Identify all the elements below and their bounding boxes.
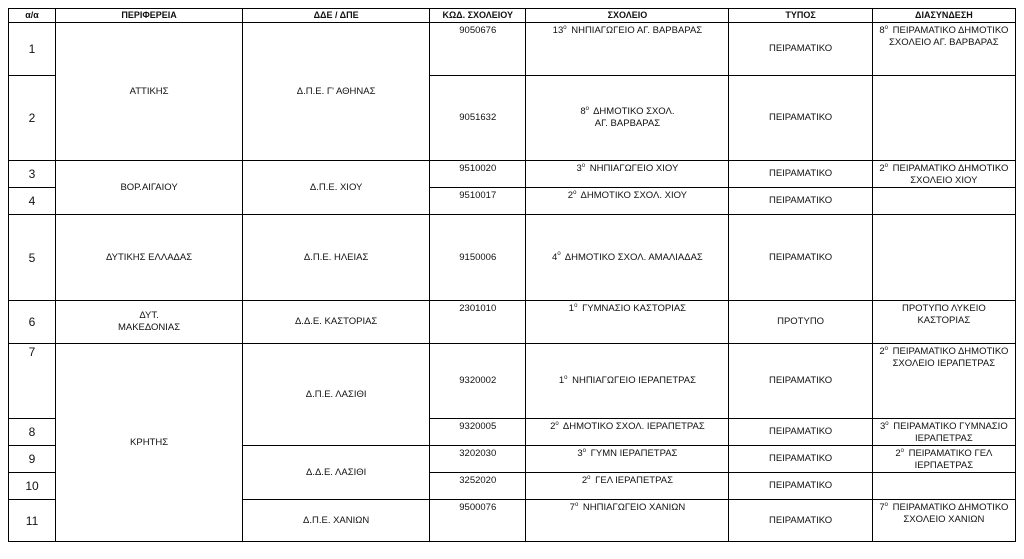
region-cell: ΑΤΤΙΚΗΣ (56, 23, 243, 161)
header-typos: ΤΥΠΟΣ (729, 9, 872, 23)
row-index: 9 (9, 446, 56, 473)
school-link: $2^o$ ΠΕΙΡΑΜΑΤΙΚΟ ΔΗΜΟΤΙΚΟ ΣΧΟΛΕΙΟ ΧΙΟΥ (872, 161, 1015, 188)
row-index: 10 (9, 473, 56, 500)
region-cell: ΚΡΗΤΗΣ (56, 344, 243, 542)
directorate-cell: Δ.Δ.Ε. ΚΑΣΤΟΡΙΑΣ (243, 301, 430, 344)
directorate-cell: Δ.Π.Ε. Γ' ΑΘΗΝΑΣ (243, 23, 430, 161)
row-index: 4 (9, 188, 56, 215)
header-row (9, 9, 1016, 23)
school-type: ΠΕΙΡΑΜΑΤΙΚΟ (729, 188, 872, 215)
row-index: 2 (9, 76, 56, 161)
school-code: 2301010 (430, 301, 526, 344)
school-code: 9150006 (430, 215, 526, 301)
school-type: ΠΕΙΡΑΜΑΤΙΚΟ (729, 473, 872, 500)
table-row (9, 23, 1016, 76)
directorate-cell: Δ.Π.Ε. ΧΑΝΙΩΝ (243, 500, 430, 542)
directorate-cell: Δ.Δ.Ε. ΛΑΣΙΘΙ (243, 446, 430, 500)
school-link: $3^o$ ΠΕΙΡΑΜΑΤΙΚΟ ΓΥΜΝΑΣΙΟ ΙΕΡΑΠΕΤΡΑΣ (872, 419, 1015, 446)
school-code: 9320005 (430, 419, 526, 446)
school-link: ΠΡΟΤΥΠΟ ΛΥΚΕΙΟ ΚΑΣΤΟΡΙΑΣ (872, 301, 1015, 344)
school-type: ΠΕΙΡΑΜΑΤΙΚΟ (729, 215, 872, 301)
school-name: $3^o$ ΓΥΜΝ ΙΕΡΑΠΕΤΡΑΣ (526, 446, 729, 473)
school-name: $1^o$ ΝΗΠΙΑΓΩΓΕΙΟ ΙΕΡΑΠΕΤΡΑΣ (526, 344, 729, 419)
header-sxoleio: ΣΧΟΛΕΙΟ (526, 9, 729, 23)
row-index: 1 (9, 23, 56, 76)
school-link: $2^o$ ΠΕΙΡΑΜΑΤΙΚΟ ΔΗΜΟΤΙΚΟ ΣΧΟΛΕΙΟ ΙΕΡΑΠΕΤΡΑΣ (872, 344, 1015, 419)
directorate-cell: Δ.Π.Ε. ΛΑΣΙΘΙ (243, 344, 430, 446)
region-cell: ΒΟΡ.ΑΙΓΑΙΟΥ (56, 161, 243, 215)
row-index: 6 (9, 301, 56, 344)
school-name: $4^o$ ΔΗΜΟΤΙΚΟ ΣΧΟΛ. ΑΜΑΛΙΑΔΑΣ (526, 215, 729, 301)
school-type: ΠΡΟΤΥΠΟ (729, 301, 872, 344)
header-perifereia: ΠΕΡΙΦΕΡΕΙΑ (56, 9, 243, 23)
region-cell: ΔΥΤ. ΜΑΚΕΔΟΝΙΑΣ (56, 301, 243, 344)
row-index: 11 (9, 500, 56, 542)
school-name: $2^o$ ΔΗΜΟΤΙΚΟ ΣΧΟΛ. ΙΕΡΑΠΕΤΡΑΣ (526, 419, 729, 446)
directorate-cell: Δ.Π.Ε. ΧΙΟΥ (243, 161, 430, 215)
school-link (872, 76, 1015, 161)
row-index: 7 (9, 344, 56, 419)
school-code: 9051632 (430, 76, 526, 161)
school-name: $2^o$ ΔΗΜΟΤΙΚΟ ΣΧΟΛ. ΧΙΟΥ (526, 188, 729, 215)
school-link: $7^o$ ΠΕΙΡΑΜΑΤΙΚΟ ΔΗΜΟΤΙΚΟ ΣΧΟΛΕΙΟ ΧΑΝΙΩΝ (872, 500, 1015, 542)
school-code: 9510020 (430, 161, 526, 188)
school-type: ΠΕΙΡΑΜΑΤΙΚΟ (729, 419, 872, 446)
school-link (872, 188, 1015, 215)
school-type: ΠΕΙΡΑΜΑΤΙΚΟ (729, 500, 872, 542)
school-code: 9500076 (430, 500, 526, 542)
school-name: $13^o$ ΝΗΠΙΑΓΩΓΕΙΟ ΑΓ. ΒΑΡΒΑΡΑΣ (526, 23, 729, 76)
school-name: $3^o$ ΝΗΠΙΑΓΩΓΕΙΟ ΧΙΟΥ (526, 161, 729, 188)
school-link (872, 215, 1015, 301)
school-code: 3252020 (430, 473, 526, 500)
row-index: 5 (9, 215, 56, 301)
school-name: $2^o$ ΓΕΛ ΙΕΡΑΠΕΤΡΑΣ (526, 473, 729, 500)
table-row (9, 301, 1016, 344)
directorate-cell: Δ.Π.Ε. ΗΛΕΙΑΣ (243, 215, 430, 301)
schools-table (8, 8, 1016, 542)
school-code: 3202030 (430, 446, 526, 473)
school-link: $8^o$ ΠΕΙΡΑΜΑΤΙΚΟ ΔΗΜΟΤΙΚΟ ΣΧΟΛΕΙΟ ΑΓ. ΒΑΡΒΑΡΑΣ (872, 23, 1015, 76)
header-kodikos: ΚΩΔ. ΣΧΟΛΕΙΟΥ (430, 9, 526, 23)
school-code: 9320002 (430, 344, 526, 419)
table-row (9, 215, 1016, 301)
school-name: $1^o$ ΓΥΜΝΑΣΙΟ ΚΑΣΤΟΡΙΑΣ (526, 301, 729, 344)
table-row (9, 161, 1016, 188)
header-dde: ΔΔΕ / ΔΠΕ (243, 9, 430, 23)
region-cell: ΔΥΤΙΚΗΣ ΕΛΛΑΔΑΣ (56, 215, 243, 301)
school-code: 9510017 (430, 188, 526, 215)
school-type: ΠΕΙΡΑΜΑΤΙΚΟ (729, 344, 872, 419)
school-code: 9050676 (430, 23, 526, 76)
school-type: ΠΕΙΡΑΜΑΤΙΚΟ (729, 446, 872, 473)
school-name: $8^o$ ΔΗΜΟΤΙΚΟ ΣΧΟΛ. ΑΓ. ΒΑΡΒΑΡΑΣ (526, 76, 729, 161)
header-aa: α/α (9, 9, 56, 23)
school-type: ΠΕΙΡΑΜΑΤΙΚΟ (729, 76, 872, 161)
school-name: $7^o$ ΝΗΠΙΑΓΩΓΕΙΟ ΧΑΝΙΩΝ (526, 500, 729, 542)
row-index: 3 (9, 161, 56, 188)
school-link (872, 473, 1015, 500)
row-index: 8 (9, 419, 56, 446)
school-type: ΠΕΙΡΑΜΑΤΙΚΟ (729, 161, 872, 188)
table-row (9, 344, 1016, 419)
school-type: ΠΕΙΡΑΜΑΤΙΚΟ (729, 23, 872, 76)
header-diasyndesi: ΔΙΑΣΥΝΔΕΣΗ (872, 9, 1015, 23)
school-link: $2^o$ ΠΕΙΡΑΜΑΤΙΚΟ ΓΕΛ ΙΕΡΠΑΕΤΡΑΣ (872, 446, 1015, 473)
